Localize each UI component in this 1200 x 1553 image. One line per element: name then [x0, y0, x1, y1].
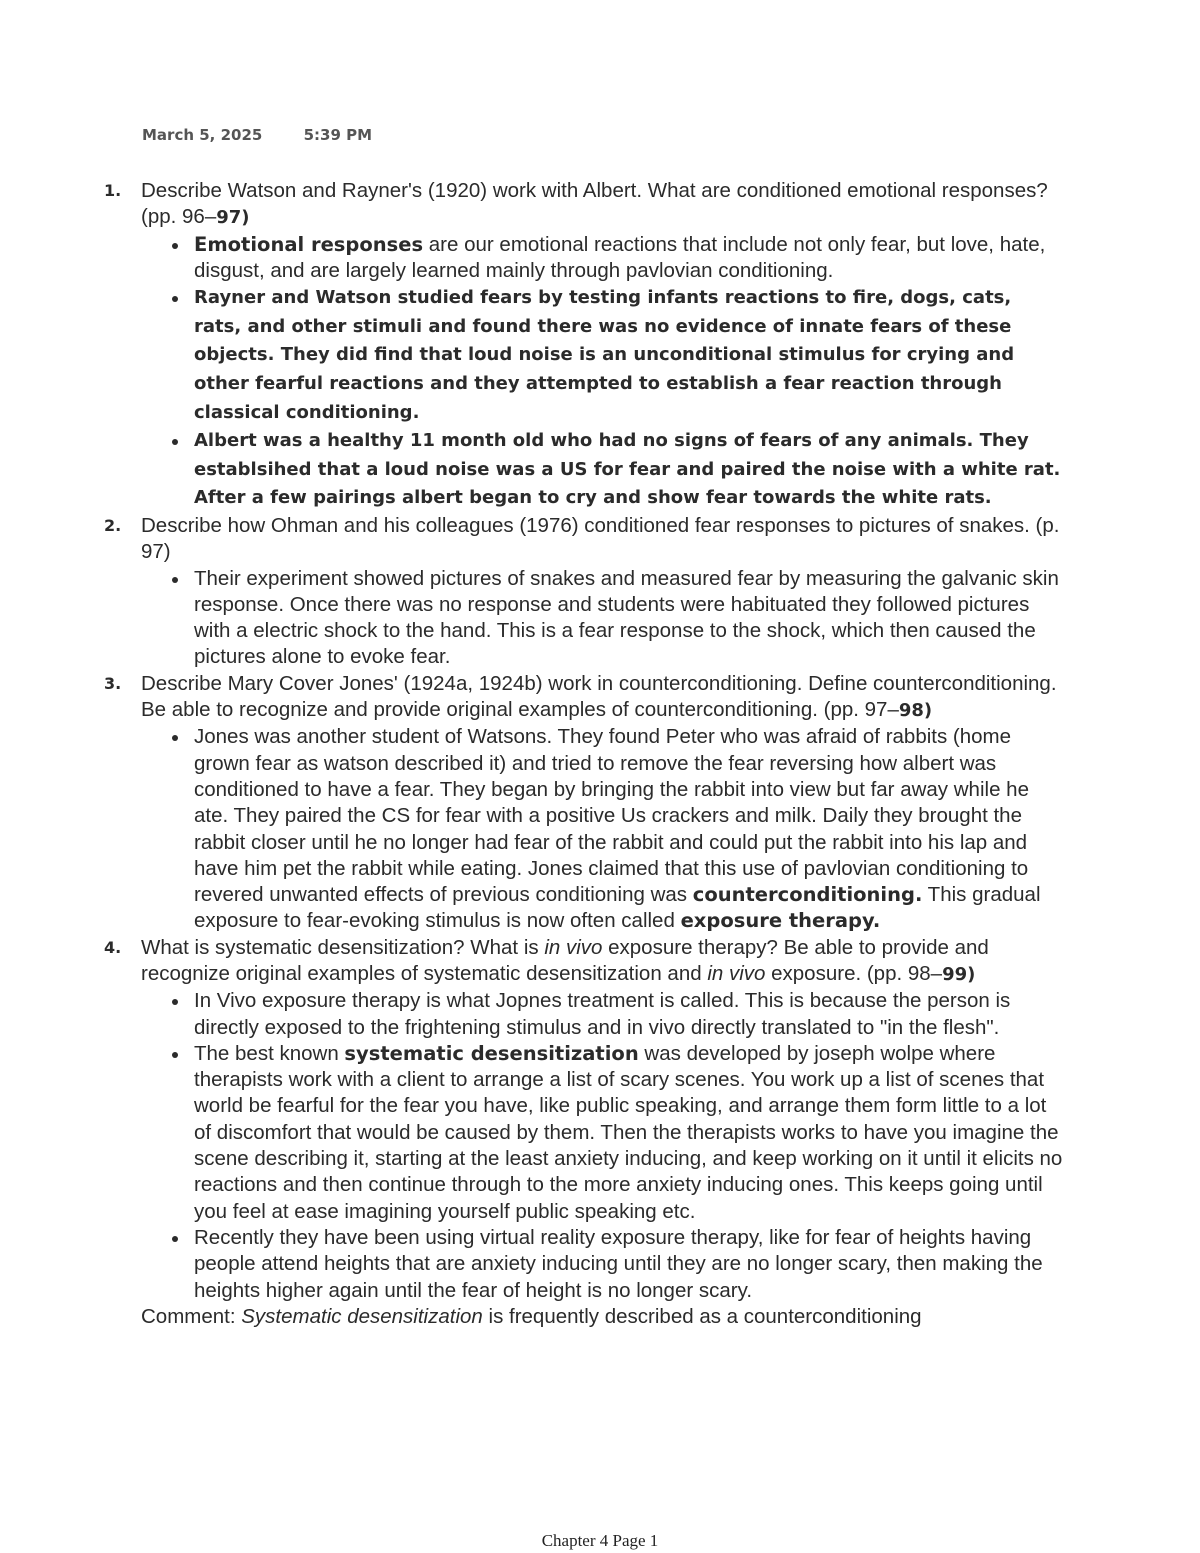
note-timestamp [142, 126, 372, 144]
note-content [104, 178, 1064, 1330]
list-item: Albert was a healthy 11 month old who had no signs of fears of any animals. They establsihed that a loud noise was a US for fear and paired the noise with a white rat. After a few pairings albert began to cry and show fear towards the white rats. [141, 427, 1064, 513]
question-text: Describe how Ohman and his colleagues (1976) conditioned fear responses to pictures of snakes. (p. 97) [141, 513, 1060, 564]
question-number: 1. [104, 181, 122, 200]
keyword: counterconditioning. [692, 883, 923, 907]
question-4 [104, 935, 1064, 1304]
answer-list [141, 724, 1064, 934]
list-item: Emotional responses are our emotional reactions that include not only fear, but love, hate, disgust, and are largely learned mainly through pavlovian conditioning. [141, 232, 1064, 285]
question-number: 3. [104, 673, 122, 693]
list-item: Their experiment showed pictures of snakes and measured fear by measuring the galvanic skin response. Once there was no response and students were habituated they followed pictures with a electric shock to the hand. This is a fear response to the shock, which then caused the pictures alone to evoke fear. [141, 566, 1064, 671]
question-text: Describe Watson and Rayner's (1920) work with Albert. What are conditioned emotional responses? (pp. 96–97) [141, 179, 1048, 229]
keyword: systematic desensitization [344, 1041, 639, 1065]
question-number: 4. [104, 937, 122, 957]
keyword: exposure therapy. [680, 909, 881, 933]
question-1 [104, 178, 1064, 513]
question-number: 2. [104, 515, 122, 535]
comment-line: Comment: Systematic desensitization is frequently described as a counterconditioning [141, 1304, 922, 1328]
list-item: The best known systematic desensitization was developed by joseph wolpe where therapists work with a client to arrange a list of scary scenes. You work up a list of scenes that world be fearful for the fear you have, like public speaking, and arrange them form little to a lot of discomfort that would be caused by them. Then the therapists works to have you imagine the scene describing it, starting at the least anxiety inducing, and keep working on it until it elicits no reactions and then continue through to the more anxiety inducing ones. This keeps going until you feel at ease imagining yourself public speaking etc. [141, 1041, 1064, 1225]
keyword: Emotional responses [194, 232, 424, 256]
list-item: In Vivo exposure therapy is what Jopnes treatment is called. This is because the person is directly exposed to the frightening stimulus and in vivo directly translated to "in the flesh". [141, 988, 1064, 1041]
page-footer: Chapter 4 Page 1 [541, 1531, 659, 1550]
list-item: Recently they have been using virtual reality exposure therapy, like for fear of heights having people attend heights that are anxiety inducing until they are no longer scary, then making the heights higher again until the fear of height is no longer scary. [141, 1225, 1064, 1304]
answer-list [141, 232, 1064, 513]
list-item: Rayner and Watson studied fears by testing infants reactions to fire, dogs, cats, rats, and other stimuli and found there was no evidence of innate fears of these objects. They did find that loud noise is an unconditional stimulus for crying and other fearful reactions and they attempted to establish a fear reaction through classical conditioning. [141, 284, 1064, 427]
question-3 [104, 671, 1064, 935]
answer-list [141, 566, 1064, 671]
note-time: 5:39 PM [303, 126, 373, 144]
note-date: March 5, 2025 [142, 126, 263, 144]
list-item: Jones was another student of Watsons. They found Peter who was afraid of rabbits (home grown fear as watson described it) and tried to remove the fear reversing how albert was conditioned to have a fear. They began by bringing the rabbit into view but far away while he ate. They paired the CS for fear with a positive Us crackers and milk. Daily they brought the rabbit closer until he no longer had fear of the rabbit and could put the rabbit into his lap and have him pet the rabbit while eating. Jones claimed that this use of pavlovian conditioning to revered unwanted effects of previous conditioning was counterconditioning. This gradual exposure to fear-evoking stimulus is now often called exposure therapy. [141, 724, 1064, 934]
question-text: Describe Mary Cover Jones' (1924a, 1924b) work in counterconditioning. Define counterconditioning. Be able to recognize and provide original examples of counterconditioning. (pp. 97–98) [141, 671, 1057, 722]
question-text: What is systematic desensitization? What is in vivo exposure therapy? Be able to provide and recognize original examples of systematic desensitization and in vivo exposure. (pp. 98–99) [141, 935, 989, 985]
answer-list [141, 988, 1064, 1304]
question-2 [104, 513, 1064, 671]
